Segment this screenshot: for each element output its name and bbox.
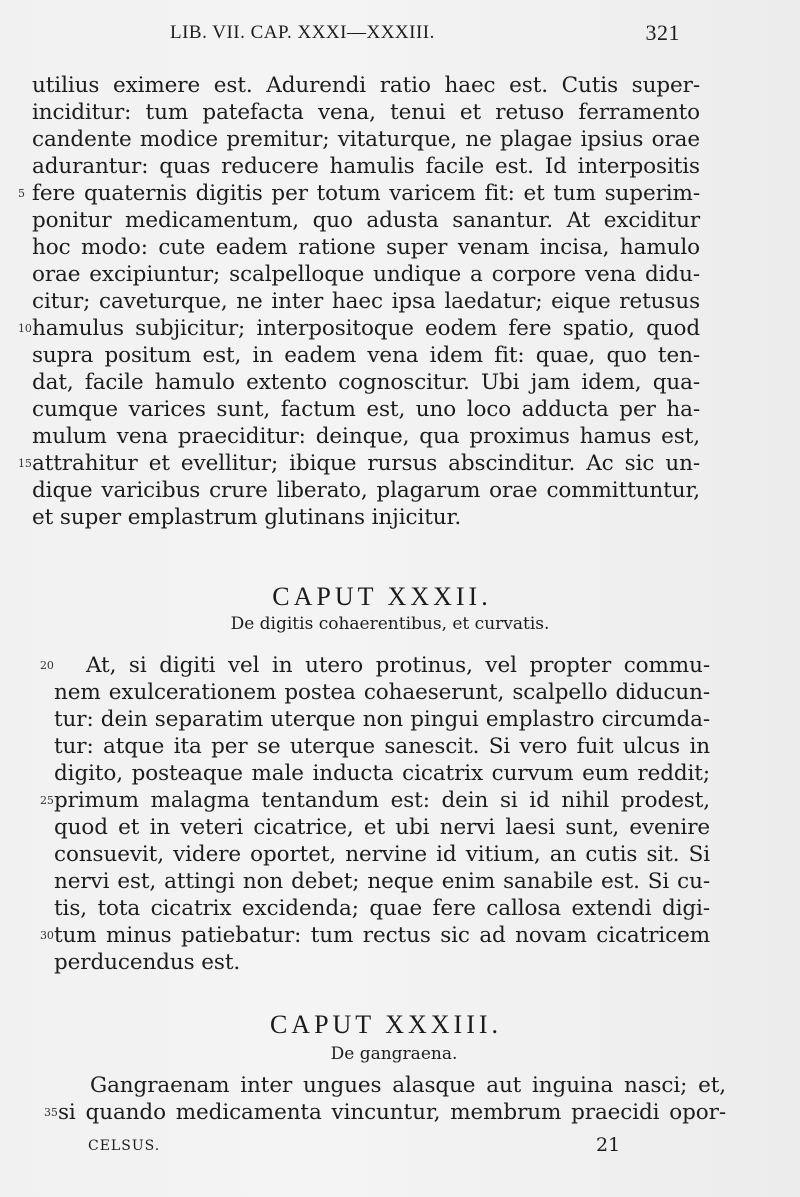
section-2-text [40,652,710,976]
chapter-32-title: CAPUT XXXII. [272,582,492,611]
text-line [18,315,700,342]
text-line [32,342,700,369]
line-text: tum minus patiebatur: tum rectus sic ad novam cicatricem [54,923,710,948]
text-line [32,261,700,288]
text-line [32,153,700,180]
line-number: 20 [40,659,54,672]
line-text: tur: atque ita per se uterque sanescit. Si vero fuit ulcus in [54,734,710,759]
chapter-33-title: CAPUT XXXIII. [269,1010,503,1039]
line-text: primum malagma tentandum est: dein si id nihil prodest, [54,788,710,813]
line-text: perducendus est. [54,950,241,975]
chapter-33-subtitle: De gangraena. [330,1044,458,1064]
text-line [32,504,700,531]
text-line [18,180,700,207]
text-line [54,895,710,922]
line-text: tis, tota cicatrix excidenda; quae fere callosa extendi digi- [54,896,710,921]
page-number: 321 [645,20,680,45]
line-text: tur: dein separatim uterque non pingui emplastro circumda- [54,707,710,732]
line-number: 15 [18,457,32,470]
line-text: hamulus subjicitur; interpositoque eodem fere spatio, quod [32,316,700,341]
line-text: orae excipiuntur; scalpelloque undique a corpore vena didu- [32,262,700,287]
line-number: 10 [18,322,32,335]
section-3-text [44,1072,726,1126]
line-text: digito, posteaque male inducta cicatrix curvum eum reddit; [54,761,710,786]
chapter-32-subtitle: De digitis cohaerentibus, et curvatis. [230,614,550,634]
text-line [54,760,710,787]
line-text: supra positum est, in eadem vena idem fit: quae, quo ten- [32,343,700,368]
signature-mark: CELSUS. [88,1138,161,1154]
line-text: attrahitur et evellitur; ibique rursus abscinditur. Ac sic un- [32,451,700,476]
running-head [170,20,680,48]
line-text: adurantur: quas reducere hamulis facile est. Id interpositis [32,154,700,179]
text-line [54,949,710,976]
text-line [40,652,710,679]
line-text: At, si digiti vel in utero protinus, vel propter commu- [86,653,710,678]
text-line [32,99,700,126]
text-line [32,288,700,315]
line-text: nervi est, attingi non debet; neque enim sanabile est. Si cu- [54,869,710,894]
line-text: mulum vena praeciditur: deinque, qua proximus hamus est, [32,424,700,449]
line-number: 30 [40,929,54,942]
line-text: Gangraenam inter ungues alasque aut inguina nasci; et, [90,1073,726,1098]
text-line [32,477,700,504]
line-text: citur; caveturque, ne inter haec ipsa laedatur; eique retusus [32,289,700,314]
line-text: inciditur: tum patefacta vena, tenui et retuso ferramento [32,100,700,125]
text-line [18,450,700,477]
text-line [58,1072,726,1099]
line-text: et super emplastrum glutinans injicitur. [32,505,462,530]
text-line [54,868,710,895]
text-line [54,733,710,760]
text-line [40,922,710,949]
line-text: fere quaternis digitis per totum varicem fit: et tum superim- [32,181,700,206]
text-line [32,72,700,99]
text-line [32,396,700,423]
text-line [44,1099,726,1126]
line-text: dique varicibus crure liberato, plagarum orae committuntur, [32,478,700,503]
running-title: LIB. VII. CAP. XXXI—XXXIII. [170,22,435,43]
line-number: 25 [40,794,54,807]
line-number: 5 [18,187,25,200]
text-line [32,126,700,153]
line-text: cumque varices sunt, factum est, uno loco adducta per ha- [32,397,700,422]
line-text: utilius eximere est. Adurendi ratio haec est. Cutis super- [32,73,700,98]
text-line [32,207,700,234]
line-text: hoc modo: cute eadem ratione super venam incisa, hamulo [32,235,700,260]
text-line [54,706,710,733]
line-number: 35 [44,1106,58,1119]
text-line [32,369,700,396]
text-line [32,423,700,450]
text-line [32,234,700,261]
line-text: consuevit, videre oportet, nervine id vitium, an cutis sit. Si [54,842,710,867]
text-line [54,814,710,841]
text-line [54,841,710,868]
line-text: candente modice premitur; vitaturque, ne plagae ipsius orae [32,127,700,152]
section-1-text [18,72,700,531]
sheet-number: 21 [596,1134,621,1156]
text-line [40,787,710,814]
line-text: quod et in veteri cicatrice, et ubi nervi laesi sunt, evenire [54,815,710,840]
text-line [54,679,710,706]
line-text: nem exulcerationem postea cohaeserunt, scalpello diducun- [54,680,710,705]
line-text: ponitur medicamentum, quo adusta sanantur. At exciditur [32,208,700,233]
line-text: dat, facile hamulo extento cognoscitur. Ubi jam idem, qua- [32,370,700,395]
line-text: si quando medicamenta vincuntur, membrum praecidi opor- [58,1100,726,1125]
